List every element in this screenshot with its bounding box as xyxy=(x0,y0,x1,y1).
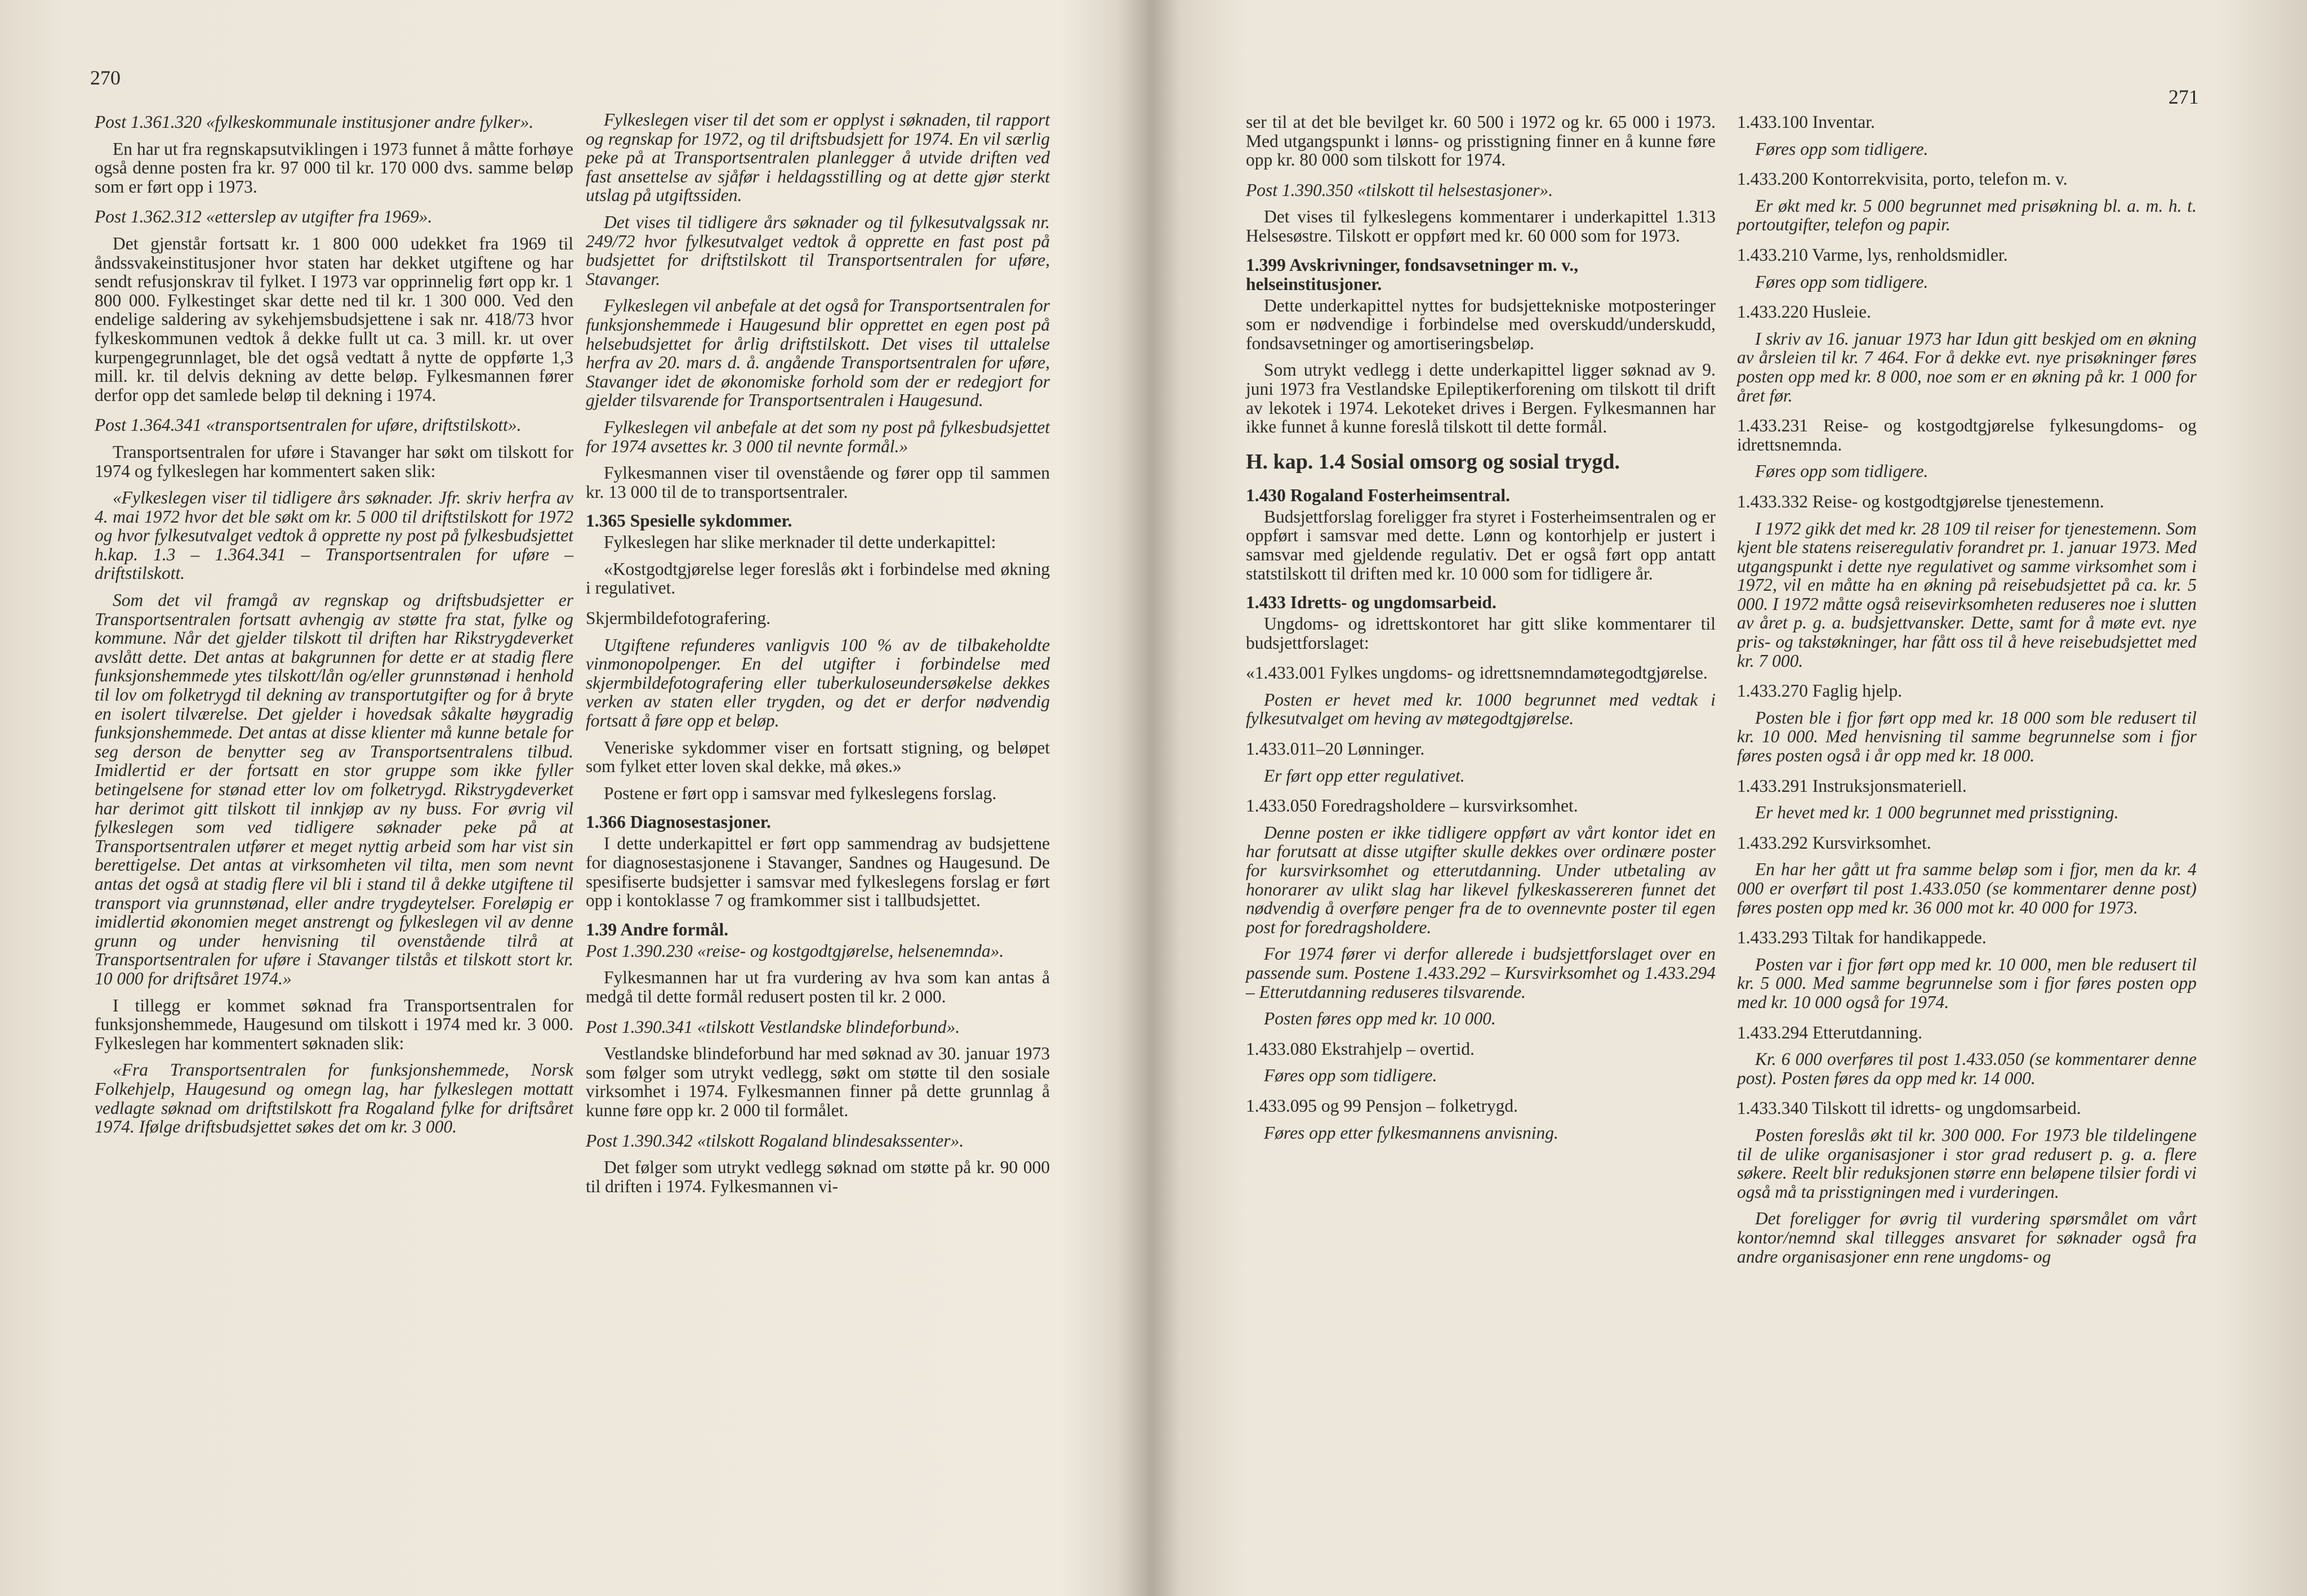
paragraph: 1.433.292 Kursvirksomhet. xyxy=(1737,832,1931,853)
paragraph: 1.433.270 Faglig hjelp. xyxy=(1737,681,1903,701)
paragraph: Fylkeslegen vil anbefale at det som ny post på fylkesbudsjettet for 1974 avsettes kr. 3 000 til nevnte formål.» xyxy=(586,417,1050,456)
paragraph: «Kostgodtgjørelse leger foreslås økt i forbindelse med økning i regulativet. xyxy=(586,559,1050,598)
paragraph: 1.433.340 Tilskott til idretts- og ungdomsarbeid. xyxy=(1737,1098,2081,1118)
paragraph: Kr. 6 000 overføres til post 1.433.050 (se kommentarer denne post). Posten føres da opp med kr. 14 000. xyxy=(1737,1049,2197,1088)
paragraph: Det foreligger for øvrig til vurdering spørsmålet om vårt kontor/nemnd skal tillegges ansvaret for søknader også fra andre organisasjoner enn rene ungdoms- og xyxy=(1737,1209,2197,1267)
paragraph: 1.433.011–20 Lønninger. xyxy=(1246,739,1425,759)
paragraph: Som utrykt vedlegg i dette underkapittel ligger søknad av 9. juni 1973 fra Vestlandske Epileptikerforening om tilskott til drift av lekotek i 1974. Lekoteket drives i Bergen. Fylkesmannen har ikke funnet å kunne foreslå tilskott til dette formål. xyxy=(1246,360,1716,437)
section-heading: 1.430 Rogaland Fosterheimsentral. xyxy=(1246,485,1510,505)
paragraph: 1.433.231 Reise- og kostgodtgjørelse fylkesungdoms- og idrettsnemnda. xyxy=(1737,416,2197,454)
book-gutter xyxy=(1118,0,1180,1596)
paragraph: Post 1.390.350 «tilskott til helsestasjoner». xyxy=(1246,180,1553,200)
paragraph: Ungdoms- og idrettskontoret har gitt slike kommentarer til budsjettforslaget: xyxy=(1246,614,1716,653)
paragraph: Fylkesmannen har ut fra vurdering av hva som kan antas å medgå til dette formål redusert posten til kr. 2 000. xyxy=(586,968,1050,1006)
paragraph: Post 1.390.342 «tilskott Rogaland blindesakssenter». xyxy=(586,1130,964,1151)
paragraph: I skriv av 16. januar 1973 har Idun gitt beskjed om en økning av årsleien til kr. 7 464. For å dekke evt. nye prisøkninger føres posten opp med kr. 8 000, noe som er en økning på kr. 1 000 for året før. xyxy=(1737,328,2197,405)
paragraph: Posten var i fjor ført opp med kr. 10 000, men ble redusert til kr. 5 000. Med samme begrunnelse som i fjor føres posten opp med kr. 10 000 også for 1974. xyxy=(1737,954,2197,1012)
text-column-2 xyxy=(586,110,1050,1203)
paragraph: Det vises til tidligere års søknader og til fylkesutvalgssak nr. 249/72 hvor fylkesutvalget vedtok å opprette en fast post på budsjettet for driftstilskott til Transportsentralen for uføre, Stavanger. xyxy=(586,212,1050,289)
paragraph: Posten føres opp med kr. 10 000. xyxy=(1264,1009,1496,1029)
paragraph: 1.433.210 Varme, lys, renholdsmidler. xyxy=(1737,244,2008,265)
text-column-3 xyxy=(1246,113,1716,1150)
paragraph: Føres opp som tidligere. xyxy=(1755,271,1929,292)
paragraph: Fylkesmannen viser til ovenstående og fører opp til sammen kr. 13 000 til de to transportsentraler. xyxy=(586,463,1050,502)
paragraph: 1.433.291 Instruksjonsmateriell. xyxy=(1737,775,1967,796)
paragraph: For 1974 fører vi derfor allerede i budsjettforslaget over en passende sum. Postene 1.433.292 – Kursvirksomhet og 1.433.294 – Etterutdanning reduseres tilsvarende. xyxy=(1246,944,1716,1002)
paragraph: Post 1.390.341 «tilskott Vestlandske blindeforbund». xyxy=(586,1017,960,1037)
section-heading: 1.399 Avskrivninger, fondsavsetninger m. v., helseinstitusjoner. xyxy=(1246,255,1579,294)
page-number-left: 270 xyxy=(90,66,121,89)
paragraph: 1.433.080 Ekstrahjelp – overtid. xyxy=(1246,1038,1475,1059)
paragraph: Føres opp som tidligere. xyxy=(1264,1066,1437,1086)
paragraph: Er økt med kr. 5 000 begrunnet med prisøkning bl. a. m. h. t. portoutgifter, telefon og papir. xyxy=(1737,195,2197,235)
paragraph: «Fylkeslegen viser til tidligere års søknader. Jfr. skriv herfra av 4. mai 1972 hvor det ble søkt om kr. 5 000 til driftstilskott for 1972 og hvor fylkesutvalget vedtok å opprette ny post på fylkesbudsjettet h.kap. 1.3 – 1.364.341 – Transportsentralen for uføre – driftstilskott. xyxy=(95,488,573,583)
paragraph: Fylkeslegen vil anbefale at det også for Transportsentralen for funksjonshemmede i Haugesund blir opprettet en egen post på helsebudsjettet for årlig driftstilskott. Det vises til uttalelse herfra av 20. mars d. å. angående Transportsentralen for uføre, Stavanger idet de økonomiske forhold som der er redegjort for gjelder tilsvarende for Transportsentralen i Haugesund. xyxy=(586,296,1050,411)
paragraph: Det gjenstår fortsatt kr. 1 800 000 udekket fra 1969 til åndssvakeinstitusjoner hvor staten har dekket utgiftene og har sendt refusjonskrav til fylket. I 1973 var opprinnelig ført opp kr. 1 800 000. Fylkestinget skar dette ned til kr. 1 300 000. Ved den endelige saldering av sykehjemsbudsjettene i sak nr. 418/73 hvor fylkeskommunen vedtok å dekke fullt ut ca. 3 mill. kr. ut over kurpengegrunnlaget, ble det også vedtatt å nytte de oppførte 1,3 mill. kr. til delvis dekning av dette beløp. Fylkesmannen fører derfor opp det samlede beløp til dekning i 1974. xyxy=(95,233,573,405)
paragraph: Transportsentralen for uføre i Stavanger har søkt om tilskott for 1974 og fylkeslegen har kommentert saken slik: xyxy=(95,442,573,481)
paragraph: Som det vil framgå av regnskap og driftsbudsjetter er Transportsentralen fortsatt avhengig av støtte fra stat, fylke og kommune. Når det gjelder tilskott til driften har Rikstrygdeverket avslått dette. Det antas at bakgrunnen for dette er at stadig flere funksjonshemmede ytes tilskott/lån og/eller grunnstønad i henhold til lov om folketrygd til dekning av transportutgifter og for å bryte en isolert tilværelse. Det gjelder i hovedsak såkalte høygradig funksjonshemmede. Det antas at disse klienter må kunne betale for seg derson de benytter seg av Transportsentralens tilbud. Imidlertid er der fortsatt en stor gruppe som ikke fyller betingelsene for stønad etter lov om folketrygd. Rikstrygdeverket har derimot gitt tilskott til innkjøp av ny buss. For øvrig vil fylkeslegen som ved tidligere søknader peke på at Transportsentralen utfører et meget nyttig arbeid som har vist sin berettigelse. Det antas at virksomheten vil tilta, men som nevnt antas det også at stadig flere vil bli i stand til å dekke utgiftene til transport via grunnstønad, eller andre trygdeytelser. Foreløpig er imidlertid økonomien meget anstrengt og fylkeslegen vil av denne grunn og under henvisning til ovenstående tilrå at Transportsentralen for uføre i Stavanger tilstås et tilskott stort kr. 10 000 for driftsåret 1974.» xyxy=(95,590,573,988)
paragraph: 1.433.332 Reise- og kostgodtgjørelse tjenestemenn. xyxy=(1737,491,2104,511)
paragraph: ser til at det ble bevilget kr. 60 500 i 1972 og kr. 65 000 i 1973. Med utgangspunkt i lønns- og prisstigning finner en å kunne føre opp kr. 80 000 som tilskott for 1974. xyxy=(1246,112,1716,170)
paragraph: Det vises til fylkeslegens kommentarer i underkapittel 1.313 Helsesøstre. Tilskott er oppført med kr. 60 000 som for 1973. xyxy=(1246,207,1716,246)
paragraph: Veneriske sykdommer viser en fortsatt stigning, og beløpet som fylket etter loven skal dekke, må økes.» xyxy=(586,737,1050,777)
paragraph: Post 1.362.312 «etterslep av utgifter fra 1969». xyxy=(95,207,433,227)
paragraph: 1.433.095 og 99 Pensjon – folketrygd. xyxy=(1246,1095,1518,1116)
section-heading: 1.433 Idretts- og ungdomsarbeid. xyxy=(1246,592,1497,613)
paragraph: 1.433.200 Kontorrekvisita, porto, telefon m. v. xyxy=(1737,169,2068,189)
paragraph: I dette underkapittel er ført opp sammendrag av budsjettene for diagnosestasjonene i Stavanger, Sandnes og Haugesund. De spesifiserte budsjetter i samsvar med fylkeslegens forslag er ført opp i kontoklasse 7 og framkommer sist i tallbudsjettet. xyxy=(586,833,1050,911)
paragraph: 1.433.294 Etterutdanning. xyxy=(1737,1022,1922,1042)
paragraph: «1.433.001 Fylkes ungdoms- og idrettsnemndamøtegodtgjørelse. xyxy=(1246,663,1708,683)
paragraph: Post 1.361.320 «fylkeskommunale institusjoner andre fylker». xyxy=(95,112,534,132)
paragraph: Føres opp som tidligere. xyxy=(1755,139,1929,159)
paragraph: Fylkeslegen viser til det som er opplyst i søknaden, til rapport og regnskap for 1972, og til driftsbudsjett for 1974. En vil særlig peke på at Transportsentralen planlegger å utvide driften ved fast ansettelse av sjåfør i heldagsstilling og at dette gjør sterkt utslag på utgiftssiden. xyxy=(586,110,1050,206)
paragraph: Fylkeslegen har slike merknader til dette underkapittel: xyxy=(604,532,996,552)
paragraph: 1.433.220 Husleie. xyxy=(1737,302,1871,322)
paragraph: Skjermbildefotografering. xyxy=(586,608,771,628)
paragraph: I 1972 gikk det med kr. 28 109 til reiser for tjenestemenn. Som kjent ble statens reiseregulativ forandret pr. 1. januar 1973. Med utgangspunkt i dette nye regulativet og samme virksomhet som i 1972, vil en måtte ha en økning på reisebudsjettet på ca. kr. 5 000. I 1972 måtte også reisevirksomheten reduseres noe i slutten av året p. g. a. budsjettvansker. Dette, samt for å møte evt. nye pris- og takstøkninger, har fått oss til å heve reisebudsjettet med kr. 7 000. xyxy=(1737,518,2197,671)
paragraph: Dette underkapittel nyttes for budsjettekniske motposteringer som er nødvendige i forbindelse med overskudd/underskudd, fondsavsetninger og amortiseringsbeløp. xyxy=(1246,295,1716,353)
chapter-heading: H. kap. 1.4 Sosial omsorg og sosial trygd. xyxy=(1246,449,1620,474)
paragraph: Føres opp som tidligere. xyxy=(1755,461,1929,482)
text-column-4 xyxy=(1737,113,2197,1274)
text-column-1 xyxy=(95,113,573,1144)
paragraph: 1.433.100 Inventar. xyxy=(1737,112,1875,132)
paragraph: Denne posten er ikke tidligere oppført av vårt kontor idet en har forutsatt at disse utgifter skulle dekkes over ordinære poster for kursvirksomhet og etterutdanning. Under utbetaling av honorarer av ulikt slag har likevel fylkeskassereren funnet det nødvendig å overføre penger fra de to ovennevnte poster til egen post for foredragsholdere. xyxy=(1246,822,1716,937)
paragraph: I tillegg er kommet søknad fra Transportsentralen for funksjonshemmede, Haugesund om tilskott i 1974 med kr. 3 000. Fylkeslegen har kommentert søknaden slik: xyxy=(95,995,573,1053)
paragraph: Vestlandske blindeforbund har med søknad av 30. januar 1973 som følger som utrykt vedlegg, søkt om støtte til den sosiale virksomhet i 1974. Fylkesmannen finner på dette grunnlag å kunne føre opp kr. 2 000 til formålet. xyxy=(586,1044,1050,1120)
paragraph: Posten ble i fjor ført opp med kr. 18 000 som ble redusert til kr. 10 000. Med henvisning til samme begrunnelse som i fjor føres posten også i år opp med kr. 18 000. xyxy=(1737,707,2197,766)
paragraph: Utgiftene refunderes vanligvis 100 % av de tilbakeholdte vinmonopolpenger. En del utgifter i forbindelse med skjermbildefotografering eller tuberkuloseundersøkelse dekkes verken av staten eller trygden, og det er derfor nødvendig fortsatt å føre opp et beløp. xyxy=(586,635,1050,731)
paragraph: Budsjettforslag foreligger fra styret i Fosterheimsentralen og er oppført i samsvar med dette. Lønn og kontorhjelp er justert i samsvar med gjeldende regulativ. Det er også ført opp antatt statstilskott til driften med kr. 10 000 som for tidligere år. xyxy=(1246,506,1716,583)
section-heading: 1.365 Spesielle sykdommer. xyxy=(586,511,792,531)
page-number-right: 271 xyxy=(2168,86,2199,108)
paragraph: En har her gått ut fra samme beløp som i fjor, men da kr. 4 000 er overført til post 1.433.050 (se kommentarer denne post) føres posten opp med kr. 36 000 mot kr. 40 000 for 1973. xyxy=(1737,859,2197,917)
paragraph: Føres opp etter fylkesmannens anvisning. xyxy=(1264,1122,1558,1143)
paragraph: Det følger som utrykt vedlegg søknad om støtte på kr. 90 000 til driften i 1974. Fylkesmannen vi- xyxy=(586,1157,1050,1196)
paragraph: «Fra Transportsentralen for funksjonshemmede, Norsk Folkehjelp, Haugesund og omegn lag, har fylkeslegen mottatt vedlagte søknad om driftstilskott fra Rogaland fylke for driftsåret 1974. Ifølge driftsbudsjettet søkes det om kr. 3 000. xyxy=(95,1060,573,1137)
paragraph: Post 1.364.341 «transportsentralen for uføre, driftstilskott». xyxy=(95,415,522,435)
paragraph: Post 1.390.230 «reise- og kostgodtgjørelse, helsenemnda». xyxy=(586,940,1004,961)
paragraph: 1.433.050 Foredragsholdere – kursvirksomhet. xyxy=(1246,796,1578,816)
paragraph: Posten foreslås økt til kr. 300 000. For 1973 ble tildelingene til de ulike organisasjoner i stor grad redusert p. g. a. flere søkere. Reelt blir reduksjonen større enn beløpene tilsier fordi vi også må ta prisstigningen med i vurderingen. xyxy=(1737,1125,2197,1202)
section-heading: 1.366 Diagnosestasjoner. xyxy=(586,812,771,832)
paragraph: Posten er hevet med kr. 1000 begrunnet med vedtak i fylkesutvalget om heving av møtegodtgjørelse. xyxy=(1246,689,1716,729)
paragraph: 1.433.293 Tiltak for handikappede. xyxy=(1737,928,1987,948)
paragraph: Er ført opp etter regulativet. xyxy=(1264,765,1465,786)
paragraph: Postene er ført opp i samsvar med fylkeslegens forslag. xyxy=(604,783,997,803)
paragraph: En har ut fra regnskapsutviklingen i 1973 funnet å måtte forhøye også denne posten fra kr. 97 000 til kr. 170 000 dvs. samme beløp som er ført opp i 1973. xyxy=(95,139,573,197)
paragraph: Er hevet med kr. 1 000 begrunnet med prisstigning. xyxy=(1755,803,2119,823)
section-heading: 1.39 Andre formål. xyxy=(586,919,729,939)
